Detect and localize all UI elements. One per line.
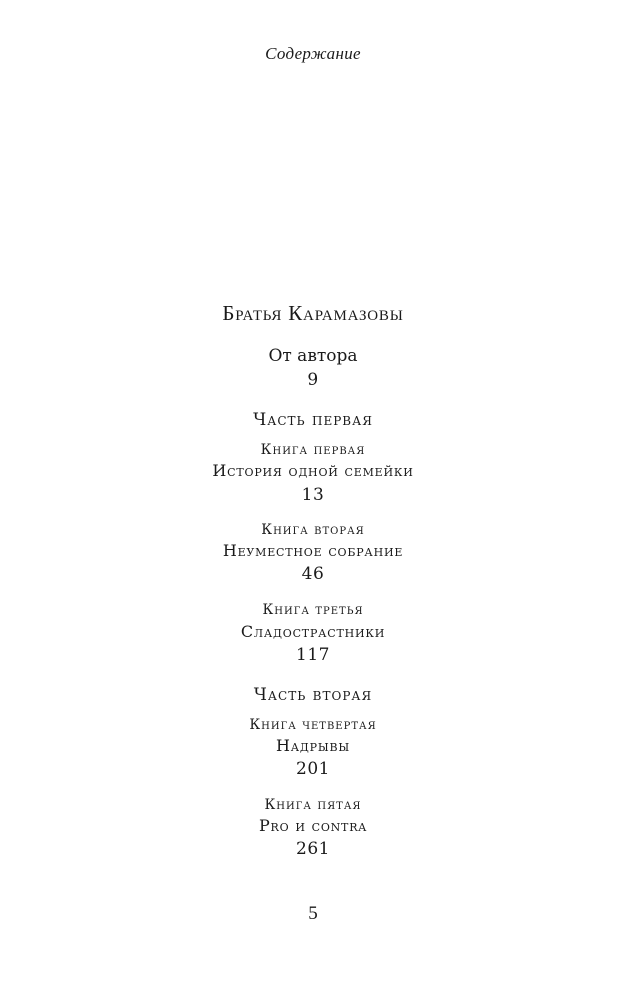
book-one-page-number: 13 — [301, 485, 325, 505]
book-four-title[interactable]: Надрывы — [276, 736, 350, 755]
part-one-title[interactable]: Часть первая — [253, 410, 373, 430]
foreword-page-number: 9 — [307, 370, 319, 390]
foreword-title[interactable]: От автора — [268, 346, 358, 366]
book-two-page-number: 46 — [301, 564, 325, 584]
book-four-page-number: 201 — [296, 759, 330, 779]
book-five-page-number: 261 — [296, 839, 330, 859]
book-two-title[interactable]: Неуместное собрание — [222, 541, 404, 560]
book-two-label: Книга вторая — [261, 522, 365, 538]
book-title: Братья Карамазовы — [222, 301, 404, 325]
book-five-label: Книга пятая — [264, 797, 362, 813]
page-folio-number: 5 — [308, 903, 318, 924]
book-four-label: Книга четвертая — [249, 717, 377, 733]
book-three-title[interactable]: Сладострастники — [240, 622, 386, 641]
book-one-title[interactable]: История одной семейки — [212, 461, 414, 480]
book-five-title[interactable]: Pro и contra — [258, 816, 368, 835]
book-one-label: Книга первая — [260, 442, 366, 458]
book-three-label: Книга третья — [262, 602, 364, 618]
part-two-title[interactable]: Часть вторая — [253, 685, 373, 705]
running-head: Содержание — [265, 44, 361, 63]
book-three-page-number: 117 — [296, 645, 330, 665]
